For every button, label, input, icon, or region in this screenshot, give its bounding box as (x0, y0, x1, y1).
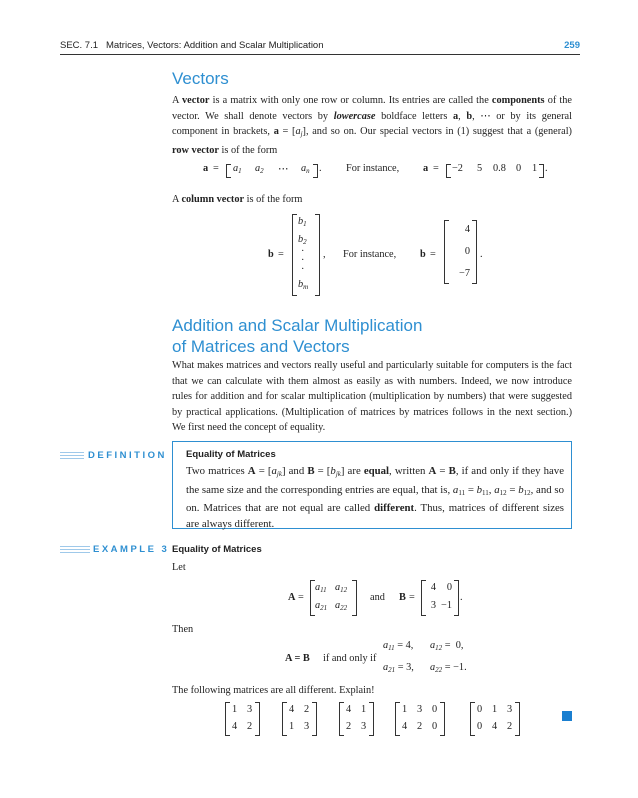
row-vector-equation: a = $a_1$ $a_2$ ⋯ $a_n$ . For instance, a = −2 5 0.8 0 1 . (203, 163, 583, 179)
for-instance-col: For instance, (343, 249, 397, 260)
different-matrices: 1 3 4 2 4 2 1 3 4 1 2 3 1 3 0 4 2 0 0 1 3 0 4 2 (225, 700, 525, 740)
column-vector-intro: A column vector is of the form (172, 194, 303, 205)
header-rule (60, 54, 580, 55)
vectors-heading: Vectors (172, 69, 229, 88)
section-number: SEC. 7.1 (60, 40, 99, 51)
for-instance-row: For instance, (346, 163, 400, 174)
column-vector-equation: b = $b_1$ $b_2$ · · · $b_m$ , For instance, b = 4 0 −7 . (268, 212, 498, 302)
example-then: Then (172, 624, 194, 635)
definition-text: Two matrices $A = [a_{jk}]$ and $B = [b_{jk}]$ are equal, written A = B, if and only if they have the same size and the corresponding entries are equal, that is, $a_{11} = b_{11}$, $a_{12} = b_{12}$, and so on. Matrices that are not equal are called different. Thus, matrices of different sizes are always different. (186, 465, 564, 530)
addition-paragraph: What makes matrices and vectors really useful and particularly suitable for computers is the fact that we can calculate with them almost as easily as with numbers. Indeed, we now introduce rules for addition and for scalar multiplication (multiplication by numbers) that were suggested by practical applications. (Multiplication of matrices by matrices follows in the next section.) We first need the concept of equality. (172, 360, 572, 434)
running-header (60, 40, 324, 51)
example-hatch (60, 546, 90, 555)
vectors-paragraph: A vector is a matrix with only one row or column. Its entries are called the components of the vector. We shall denote vectors by lowercase boldface letters a, b, ⋯ or by its general component in brackets, $a = [a_j]$, and so on. Our special vectors in (1) suggest that a (general) row vector is of the form (172, 95, 572, 156)
example-following: The following matrices are all different. Explain! (172, 685, 375, 696)
definition-hatch (60, 452, 84, 461)
definition-title: Equality of Matrices (186, 449, 276, 460)
equality-conditions: A = B if and only if $a_{11} = 4$, $a_{12} = 0$, $a_{21} = 3$, $a_{22} = -1$. (285, 640, 467, 674)
matrices-A-B: A = $a_{11}$ $a_{12}$ $a_{21}$ $a_{22}$ and B = 4 0 3 −1 . (288, 578, 478, 618)
page-number: 259 (564, 40, 580, 51)
row-entry-a1: $a_1$ (233, 163, 242, 175)
section-title: Matrices, Vectors: Addition and Scalar Multiplication (105, 40, 324, 51)
example-let: Let (172, 562, 186, 573)
addition-heading: Addition and Scalar Multiplication of Matrices and Vectors (172, 316, 423, 356)
definition-label: DEFINITION (88, 450, 167, 461)
end-of-example-square-icon (562, 711, 572, 721)
example-label: EXAMPLE 3 (93, 544, 170, 555)
example-title: Equality of Matrices (172, 544, 262, 555)
